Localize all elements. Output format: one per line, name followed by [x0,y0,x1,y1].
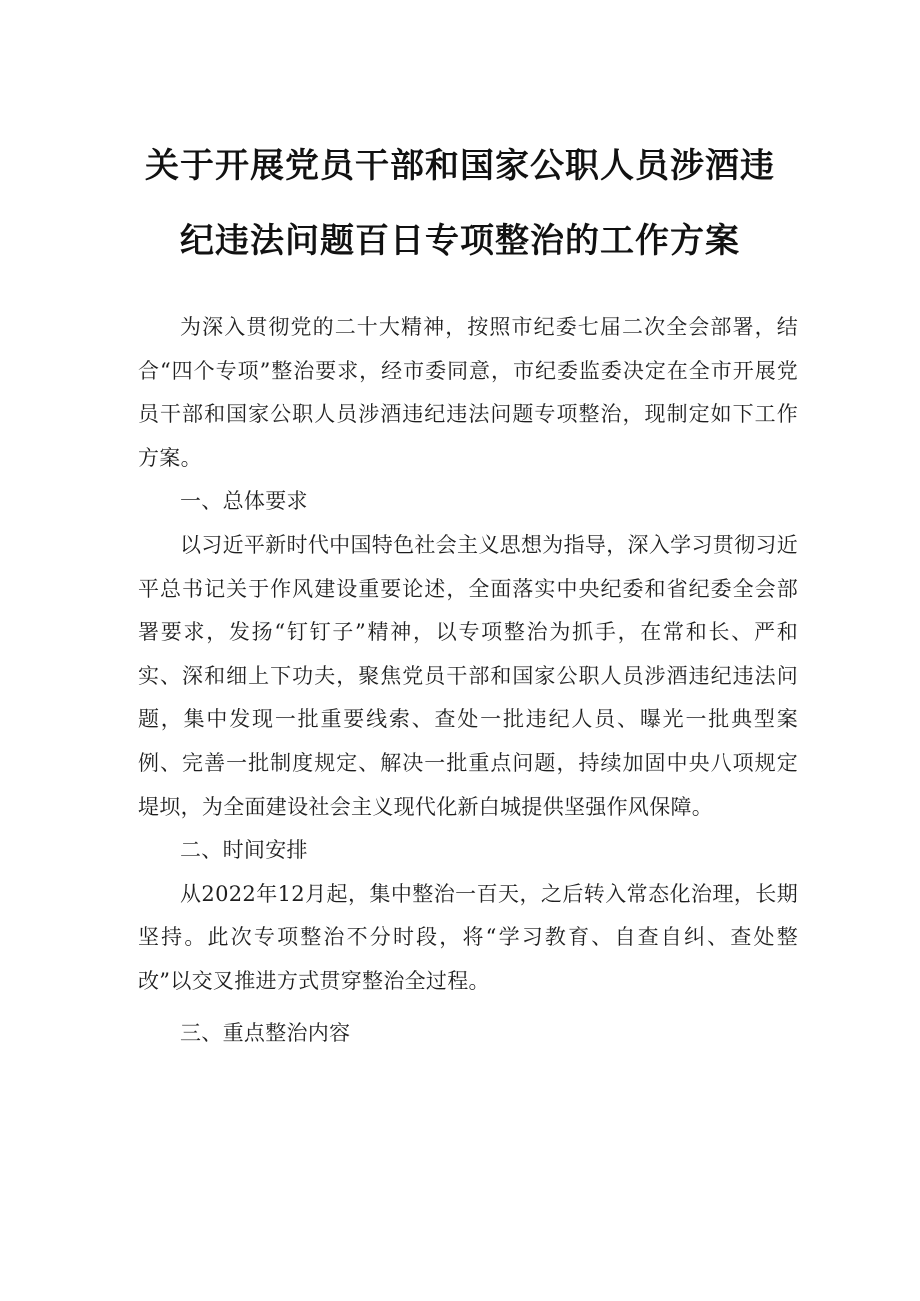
document-body [138,306,798,1055]
intro-paragraph: 为深入贯彻党的二十大精神，按照市纪委七届二次全会部署，结合“四个专项”整治要求，经市委同意，市纪委监委决定在全市开展党员干部和国家公职人员涉酒违纪违法问题专项整治，现制定如下工作方案。 [138,315,798,470]
section-heading-schedule: 二、时间安排 [180,838,308,863]
general-requirements-paragraph: 以习近平新时代中国特色社会主义思想为指导，深入学习贯彻习近平总书记关于作风建设重要论述，全面落实中央纪委和省纪委全会部署要求，发扬“钉钉子”精神，以专项整治为抓手，在常和长、严和实、深和细上下功夫，聚焦党员干部和国家公职人员涉酒违纪违法问题，集中发现一批重要线索、查处一批违纪人员、曝光一批典型案例、完善一批制度规定、解决一批重点问题，持续加固中央八项规定堤坝，为全面建设社会主义现代化新白城提供坚强作风保障。 [138,532,798,819]
section-heading-key-content: 三、重点整治内容 [180,1020,351,1045]
schedule-paragraph: 从2022年12月起，集中整治一百天，之后转入常态化治理，长期坚持。此次专项整治不分时段，将“学习教育、自查自纠、查处整改”以交叉推进方式贯穿整治全过程。 [138,881,798,993]
document-title-line-2: 纪违法问题百日专项整治的工作方案 [180,221,740,261]
document-title-line-1: 关于开展党员干部和国家公职人员涉酒违 [145,146,775,186]
section-heading-general-requirements: 一、总体要求 [180,489,308,514]
